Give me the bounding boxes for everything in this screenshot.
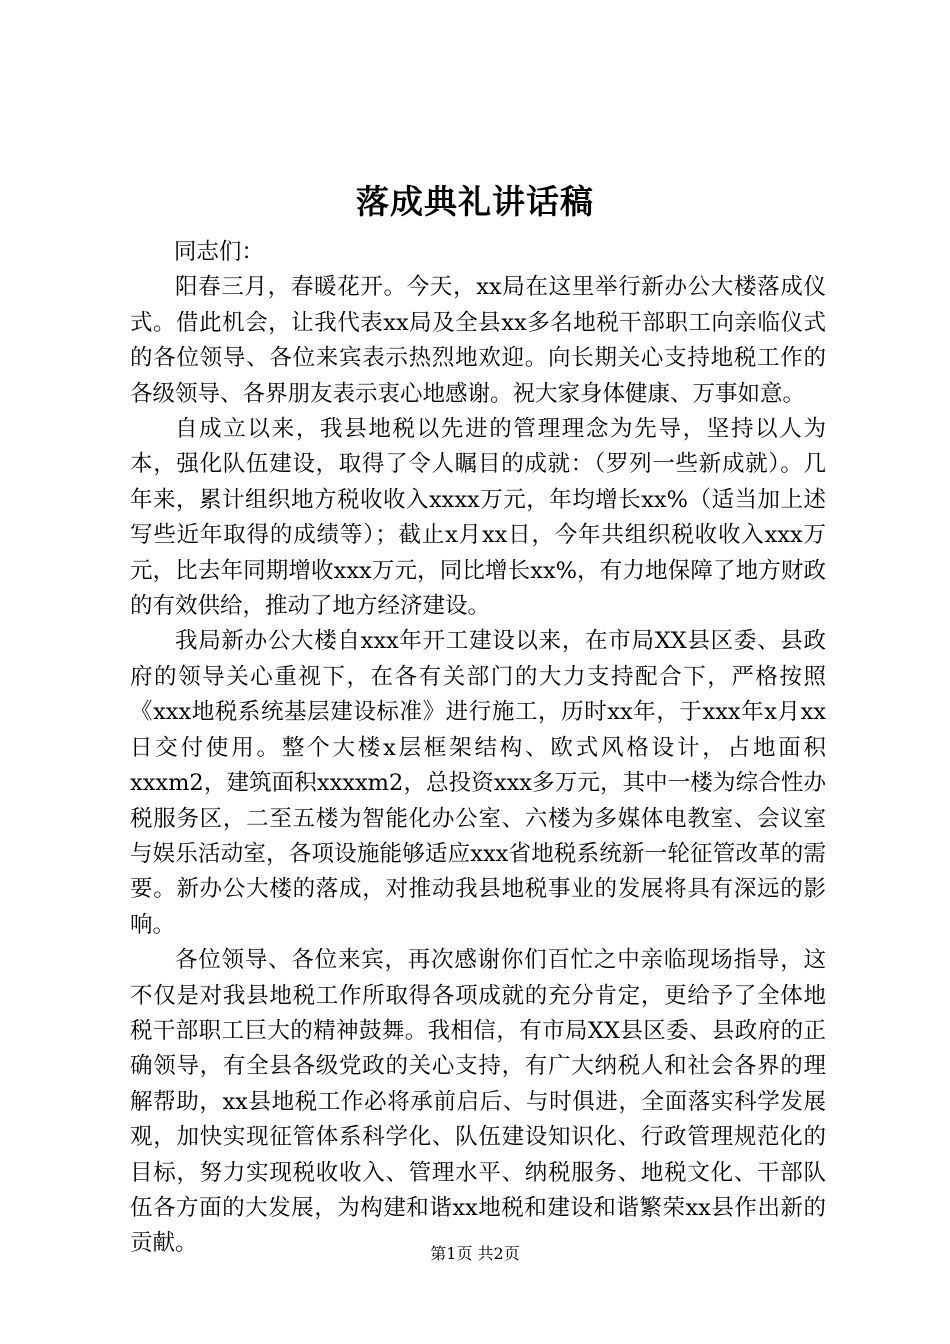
page-number-footer: 第1页 共2页 [430, 1244, 520, 1263]
paragraph-building: 我局新办公大楼自xxx年开工建设以来，在市局XX县区委、县政府的领导关心重视下，在各有关部门的大力支持配合下，严格按照《xxx地税系统基层建设标准》进行施工，历时xx年，于xxx年x月xx日交付使用。整个大楼x层框架结构、欧式风格设计，占地面积xxxm2，建筑面积xxxxm2，总投资xxx多万元，其中一楼为综合性办税服务区，二至五楼为智能化办公室、六楼为多媒体电教室、会议室与娱乐活动室，各项设施能够适应xxx省地税系统新一轮征管改革的需要。新办公大楼的落成，对推动我县地税事业的发展将具有深远的影响。 [130, 628, 826, 938]
paragraph-closing: 各位领导、各位来宾，再次感谢你们百忙之中亲临现场指导，这不仅是对我县地税工作所取得各项成就的充分肯定，更给予了全体地税干部职工巨大的精神鼓舞。我相信，有市局XX县区委、县政府的正确领导，有全县各级党政的关心支持，有广大纳税人和社会各界的理解帮助，xx县地税工作必将承前启后、与时俱进，全面落实科学发展观，加快实现征管体系科学化、队伍建设知识化、行政管理规范化的目标，努力实现税收收入、管理水平、纳税服务、地税文化、干部队伍各方面的大发展，为构建和谐xx地税和建设和谐繁荣xx县作出新的贡献。 [130, 947, 826, 1257]
paragraph-achievements: 自成立以来，我县地税以先进的管理理念为先导，坚持以人为本，强化队伍建设，取得了令人瞩目的成就：（罗列一些新成就）。几年来，累计组织地方税收收入xxxx万元，年均增长xx%（适当加上述写些近年取得的成绩等）；截止x月xx日，今年共组织税收收入xxx万元，比去年同期增收xxx万元，同比增长xx%，有力地保障了地方财政的有效供给，推动了地方经济建设。 [130, 416, 826, 620]
paragraph-welcome: 阳春三月，春暖花开。今天，xx局在这里举行新办公大楼落成仪式。借此机会，让我代表xx局及全县xx多名地税干部职工向亲临仪式的各位领导、各位来宾表示热烈地欢迎。向长期关心支持地税工作的各级领导、各界朋友表示衷心地感谢。祝大家身体健康、万事如意。 [130, 274, 826, 407]
document-title: 落成典礼讲话稿 [356, 182, 594, 221]
greeting-line: 同志们： [173, 239, 264, 265]
document-body [130, 235, 826, 1262]
